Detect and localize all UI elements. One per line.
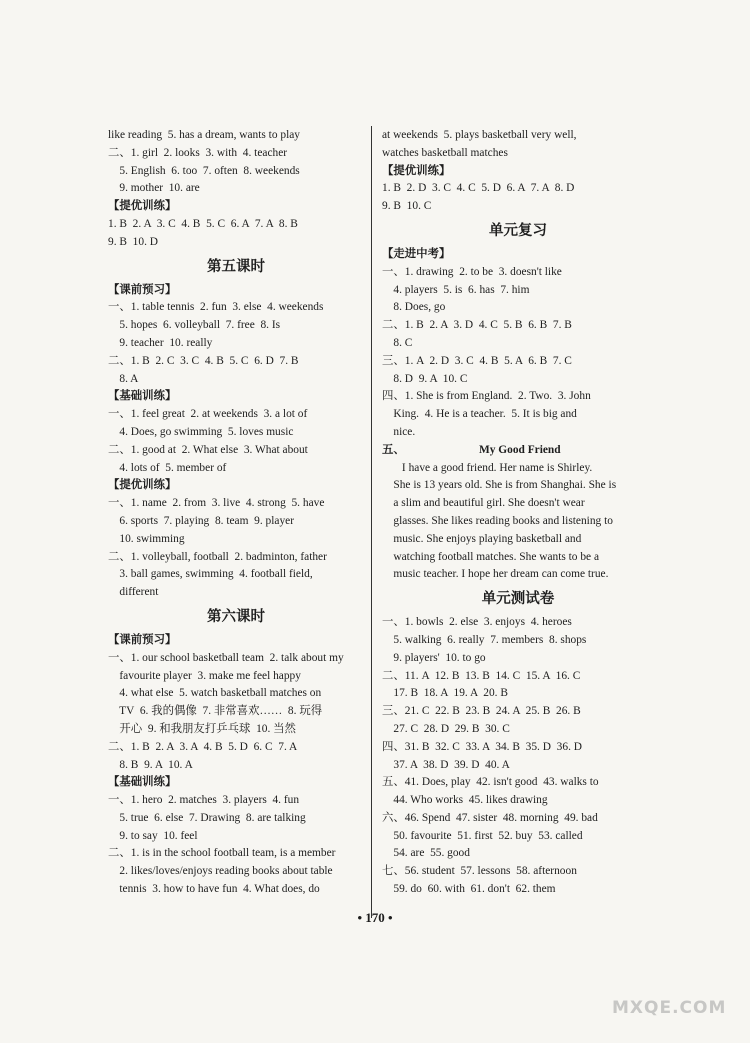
answer-line: 二、1. B 2. A 3. A 4. B 5. D 6. C 7. A <box>108 740 298 753</box>
answer-line: 一、1. hero 2. matches 3. players 4. fun <box>108 794 300 807</box>
answer-line: like reading 5. has a dream, wants to play <box>108 129 301 141</box>
answer-line: 1. B 2. D 3. C 4. C 5. D 6. A 7. A 8. D <box>382 182 575 195</box>
answer-line: 9. players' 10. to go <box>382 651 486 664</box>
answer-line: 2. likes/loves/enjoys reading books about table <box>108 865 333 878</box>
answer-line: 三、21. C 22. B 23. B 24. A 25. B 26. B <box>382 705 581 718</box>
answer-line: nice. <box>382 425 416 438</box>
exercise-tag: 【提优训练】 <box>382 164 451 177</box>
answer-line: 17. B 18. A 19. A 20. B <box>382 687 508 700</box>
exercise-tag: 【基础训练】 <box>108 776 177 789</box>
answer-line: favourite player 3. make me feel happy <box>108 669 301 682</box>
section-heading: 第五课时 <box>207 258 265 275</box>
exercise-tag: 【基础训练】 <box>108 390 177 403</box>
answer-line: 4. Does, go swimming 5. loves music <box>108 425 294 438</box>
answer-line: 5. true 6. else 7. Drawing 8. are talking <box>108 811 306 824</box>
answer-line: 9. mother 10. are <box>108 182 200 195</box>
answer-line: 59. do 60. with 61. don't 62. them <box>382 883 556 896</box>
answer-line: watching football matches. She wants to be a <box>382 550 600 563</box>
answer-line: 1. B 2. A 3. C 4. B 5. C 6. A 7. A 8. B <box>108 217 298 230</box>
answer-line: 5. walking 6. really 7. members 8. shops <box>382 633 587 646</box>
watermark: MXQE.COM <box>612 998 727 1018</box>
answer-line: 8. B 9. A 10. A <box>108 758 193 771</box>
answer-line: 二、1. good at 2. What else 3. What about <box>108 443 308 456</box>
answer-line: She is 13 years old. She is from Shanghai. She is <box>382 479 617 492</box>
answer-line: 4. players 5. is 6. has 7. him <box>382 283 530 296</box>
exercise-tag: 【课前预习】 <box>108 633 177 646</box>
answer-line: different <box>108 586 159 599</box>
answer-line: 10. swimming <box>108 532 185 545</box>
answer-line: 一、1. name 2. from 3. live 4. strong 5. have <box>108 497 325 510</box>
answer-line: 二、1. is in the school football team, is a member <box>108 847 336 860</box>
answer-line: 一、1. drawing 2. to be 3. doesn't like <box>382 265 562 278</box>
answer-line: 4. lots of 5. member of <box>108 461 227 474</box>
section-heading: 单元复习 <box>489 222 547 239</box>
answer-line: TV 6. 我的偶像 7. 非常喜欢…… 8. 玩得 <box>108 705 323 718</box>
answer-line: King. 4. He is a teacher. 5. It is big and <box>382 408 577 421</box>
answer-line: 3. ball games, swimming 4. football field, <box>108 568 313 581</box>
answer-line: 37. A 38. D 39. D 40. A <box>382 758 510 771</box>
answer-line: 8. D 9. A 10. C <box>382 372 468 385</box>
answer-line: a slim and beautiful girl. She doesn't wear <box>382 497 585 510</box>
answer-line: 8. A <box>108 372 139 385</box>
answer-line: 4. what else 5. watch basketball matches on <box>108 687 322 700</box>
answer-line: 一、1. feel great 2. at weekends 3. a lot of <box>108 408 308 421</box>
left-answer-column <box>108 127 364 899</box>
exercise-tag: 【课前预习】 <box>108 283 177 296</box>
answer-line: 6. sports 7. playing 8. team 9. player <box>108 514 295 527</box>
answer-line: 二、1. B 2. A 3. D 4. C 5. B 6. B 7. B <box>382 319 572 332</box>
answer-line: 9. B 10. D <box>108 235 158 248</box>
right-answer-column <box>382 127 654 899</box>
essay-title: My Good Friend <box>478 443 561 456</box>
item-number: 五、 <box>382 443 405 456</box>
answer-line: I have a good friend. Her name is Shirley. <box>382 461 593 474</box>
answer-line: 二、1. volleyball, football 2. badminton, father <box>108 550 327 563</box>
answer-line: 27. C 28. D 29. B 30. C <box>382 722 510 735</box>
answer-line: 四、31. B 32. C 33. A 34. B 35. D 36. D <box>382 740 582 753</box>
answer-line: 三、1. A 2. D 3. C 4. B 5. A 6. B 7. C <box>382 354 572 367</box>
exercise-tag: 【走进中考】 <box>382 247 451 260</box>
answer-line: 二、1. B 2. C 3. C 4. B 5. C 6. D 7. B <box>108 354 299 367</box>
answer-line: 二、1. girl 2. looks 3. with 4. teacher <box>108 146 288 159</box>
answer-line: at weekends 5. plays basketball very well, <box>382 129 577 141</box>
answer-line: 8. Does, go <box>382 301 446 314</box>
essay-title-row <box>382 442 654 460</box>
answer-line: 9. teacher 10. really <box>108 336 213 349</box>
answer-line: watches basketball matches <box>382 146 508 159</box>
answer-line: 二、11. A 12. B 13. B 14. C 15. A 16. C <box>382 669 581 682</box>
answer-line: 8. C <box>382 336 413 349</box>
section-heading: 第六课时 <box>207 608 265 625</box>
answer-line: music. She enjoys playing basketball and <box>382 532 582 545</box>
answer-line: music teacher. I hope her dream can come true. <box>382 568 609 581</box>
answer-line: 七、56. student 57. lessons 58. afternoon <box>382 865 577 878</box>
exercise-tag: 【提优训练】 <box>108 200 177 213</box>
column-divider <box>371 126 372 918</box>
answer-line: 9. to say 10. feel <box>108 829 198 842</box>
answer-line: 54. are 55. good <box>382 847 470 860</box>
answer-line: 44. Who works 45. likes drawing <box>382 794 548 807</box>
answer-line: 5. English 6. too 7. often 8. weekends <box>108 164 300 177</box>
answer-line: 五、41. Does, play 42. isn't good 43. walks to <box>382 776 599 789</box>
answer-line: 六、46. Spend 47. sister 48. morning 49. bad <box>382 811 598 824</box>
answer-line: 50. favourite 51. first 52. buy 53. called <box>382 829 583 842</box>
answer-line: 一、1. bowls 2. else 3. enjoys 4. heroes <box>382 616 572 629</box>
answer-line: glasses. She likes reading books and listening to <box>382 514 613 527</box>
page-number: • 170 • <box>357 910 393 925</box>
answer-line: 一、1. table tennis 2. fun 3. else 4. weekends <box>108 301 324 314</box>
answer-line: 开心 9. 和我朋友打乒乓球 10. 当然 <box>108 722 296 735</box>
answer-line: 9. B 10. C <box>382 200 432 213</box>
answer-line: 四、1. She is from England. 2. Two. 3. John <box>382 390 591 403</box>
answer-line: 一、1. our school basketball team 2. talk about my <box>108 651 344 664</box>
answer-line: 5. hopes 6. volleyball 7. free 8. Is <box>108 319 281 332</box>
exercise-tag: 【提优训练】 <box>108 479 177 492</box>
section-heading: 单元测试卷 <box>481 591 555 608</box>
answer-line: tennis 3. how to have fun 4. What does, do <box>108 883 320 896</box>
